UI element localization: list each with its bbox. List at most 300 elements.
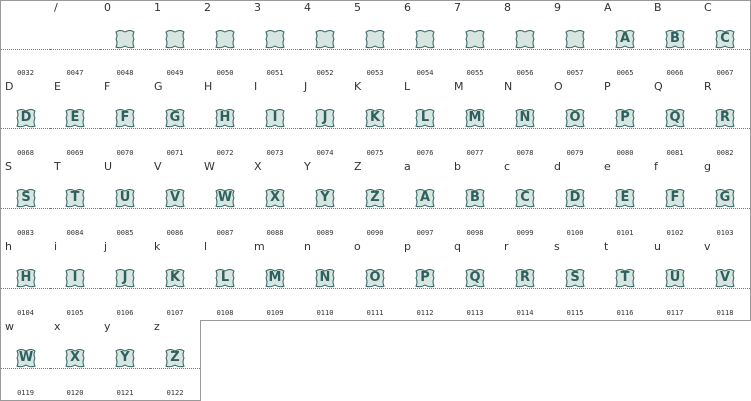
bow-frame-glyph xyxy=(513,107,537,129)
glyph-cell[interactable] xyxy=(700,160,751,241)
glyph-letter: W xyxy=(217,190,233,205)
bow-frame-glyph xyxy=(463,28,487,50)
character-label: j xyxy=(104,240,108,253)
bow-frame-glyph xyxy=(113,107,137,129)
character-label: 6 xyxy=(404,1,411,14)
code-point-label: 0108 xyxy=(216,309,234,317)
code-point-label: 0116 xyxy=(616,309,634,317)
character-label: 1 xyxy=(154,1,161,14)
glyph-letter: A xyxy=(419,190,431,205)
bow-frame-glyph xyxy=(14,107,38,129)
glyph-letter: J xyxy=(322,110,328,125)
bow-frame-glyph xyxy=(313,267,337,289)
code-point-label: 0102 xyxy=(666,229,684,237)
glyph-letter: T xyxy=(620,270,630,285)
code-point-label: 0098 xyxy=(466,229,484,237)
character-label: S xyxy=(5,160,12,173)
bow-frame-glyph xyxy=(463,107,487,129)
glyph-letter: U xyxy=(119,190,131,205)
glyph-letter: S xyxy=(570,270,580,285)
glyph-cell[interactable] xyxy=(400,240,451,321)
bow-frame-glyph xyxy=(363,107,387,129)
bow-frame-glyph xyxy=(313,187,337,209)
bow-frame-glyph xyxy=(363,187,387,209)
bow-frame-glyph xyxy=(63,347,87,369)
glyph-cell[interactable] xyxy=(350,0,401,81)
character-label: M xyxy=(454,80,464,93)
character-label: I xyxy=(254,80,258,93)
glyph-letter: P xyxy=(620,110,630,125)
glyph-letter: E xyxy=(620,190,630,205)
glyph-cell[interactable] xyxy=(0,320,51,401)
code-point-label: 0087 xyxy=(216,229,234,237)
glyph-letter: U xyxy=(669,270,681,285)
character-label: r xyxy=(504,240,509,253)
bow-frame-glyph xyxy=(213,187,237,209)
character-label: H xyxy=(204,80,213,93)
glyph-cell[interactable] xyxy=(550,0,601,81)
character-label: U xyxy=(104,160,113,173)
bow-frame-glyph xyxy=(563,28,587,50)
glyph-cell[interactable] xyxy=(550,160,601,241)
character-label: 3 xyxy=(254,1,261,14)
glyph-cell[interactable] xyxy=(100,0,151,81)
code-point-label: 0081 xyxy=(666,149,684,157)
glyph-cell[interactable] xyxy=(50,80,101,161)
glyph-cell[interactable] xyxy=(0,160,51,241)
glyph-cell[interactable] xyxy=(0,80,51,161)
glyph-cell[interactable] xyxy=(450,240,501,321)
character-label: u xyxy=(654,240,661,253)
code-point-label: 0070 xyxy=(116,149,134,157)
code-point-label: 0117 xyxy=(666,309,684,317)
glyph-cell[interactable] xyxy=(200,0,251,81)
glyph-cell[interactable] xyxy=(300,0,351,81)
code-point-label: 0066 xyxy=(666,69,684,77)
glyph-letter: V xyxy=(719,270,731,285)
glyph-letter: V xyxy=(169,190,181,205)
bow-frame-glyph xyxy=(663,187,687,209)
glyph-letter: Q xyxy=(469,270,481,285)
code-point-label: 0090 xyxy=(366,229,384,237)
code-point-label: 0055 xyxy=(466,69,484,77)
character-label: e xyxy=(604,160,611,173)
glyph-cell[interactable] xyxy=(200,240,251,321)
glyph-letter: Z xyxy=(170,350,180,365)
glyph-cell[interactable] xyxy=(50,0,101,81)
bow-frame-glyph xyxy=(613,187,637,209)
character-label: O xyxy=(554,80,563,93)
glyph-letter: H xyxy=(219,110,231,125)
glyph-letter: N xyxy=(519,110,531,125)
glyph-cell[interactable] xyxy=(500,80,551,161)
bow-frame-icon xyxy=(363,28,387,50)
character-label: X xyxy=(254,160,262,173)
code-point-label: 0054 xyxy=(416,69,434,77)
bow-frame-icon xyxy=(263,28,287,50)
glyph-cell[interactable] xyxy=(500,240,551,321)
glyph-letter: W xyxy=(18,350,34,365)
bow-frame-glyph xyxy=(163,267,187,289)
bow-frame-glyph xyxy=(513,267,537,289)
character-label: g xyxy=(704,160,711,173)
glyph-letter: O xyxy=(569,110,581,125)
bow-frame-glyph xyxy=(263,187,287,209)
code-point-label: 0079 xyxy=(566,149,584,157)
code-point-label: 0088 xyxy=(266,229,284,237)
character-label: 5 xyxy=(354,1,361,14)
glyph-cell[interactable] xyxy=(100,80,151,161)
glyph-cell[interactable] xyxy=(600,160,651,241)
bow-frame-glyph xyxy=(163,28,187,50)
code-point-label: 0105 xyxy=(66,309,84,317)
bow-frame-icon xyxy=(463,28,487,50)
code-point-label: 0071 xyxy=(166,149,184,157)
glyph-letter: B xyxy=(470,190,480,205)
character-label: Z xyxy=(354,160,362,173)
glyph-cell[interactable] xyxy=(550,80,601,161)
glyph-cell[interactable] xyxy=(250,240,301,321)
code-point-label: 0075 xyxy=(366,149,384,157)
glyph-letter: G xyxy=(719,190,731,205)
character-label: 0 xyxy=(104,1,111,14)
character-label: T xyxy=(54,160,61,173)
glyph-letter: L xyxy=(220,270,230,285)
bow-frame-icon xyxy=(163,28,187,50)
character-label: V xyxy=(154,160,162,173)
code-point-label: 0113 xyxy=(466,309,484,317)
bow-frame-glyph xyxy=(663,28,687,50)
bow-frame-glyph xyxy=(313,28,337,50)
character-label: Y xyxy=(304,160,311,173)
glyph-cell[interactable] xyxy=(250,160,301,241)
character-label: c xyxy=(504,160,511,173)
bow-frame-glyph xyxy=(563,267,587,289)
code-point-label: 0076 xyxy=(416,149,434,157)
character-label: J xyxy=(304,80,308,93)
code-point-label: 0057 xyxy=(566,69,584,77)
glyph-cell[interactable] xyxy=(0,240,51,321)
glyph-letter: X xyxy=(69,350,81,365)
code-point-label: 0078 xyxy=(516,149,534,157)
character-label: / xyxy=(54,1,58,14)
glyph-cell[interactable] xyxy=(650,80,701,161)
glyph-letter: Y xyxy=(320,190,330,205)
glyph-cell[interactable] xyxy=(200,160,251,241)
glyph-letter: G xyxy=(169,110,181,125)
glyph-letter: A xyxy=(619,31,631,46)
character-label: C xyxy=(704,1,712,14)
code-point-label: 0080 xyxy=(616,149,634,157)
bow-frame-glyph xyxy=(713,107,737,129)
character-label: n xyxy=(304,240,311,253)
glyph-cell[interactable] xyxy=(300,160,351,241)
glyph-cell[interactable] xyxy=(100,320,151,401)
bow-frame-glyph xyxy=(463,267,487,289)
glyph-cell[interactable] xyxy=(400,0,451,81)
bow-frame-glyph xyxy=(713,267,737,289)
glyph-letter: I xyxy=(72,270,78,285)
bow-frame-glyph xyxy=(63,267,87,289)
character-label: v xyxy=(704,240,711,253)
glyph-cell[interactable] xyxy=(400,80,451,161)
code-point-label: 0052 xyxy=(316,69,334,77)
code-point-label: 0065 xyxy=(616,69,634,77)
bow-frame-glyph xyxy=(14,347,38,369)
bow-frame-glyph xyxy=(213,267,237,289)
character-label: L xyxy=(404,80,411,93)
glyph-cell[interactable] xyxy=(650,0,701,81)
code-point-label: 0106 xyxy=(116,309,134,317)
bow-frame-icon xyxy=(113,28,137,50)
baseline-guide xyxy=(1,49,50,50)
bow-frame-glyph xyxy=(563,187,587,209)
glyph-letter: F xyxy=(120,110,130,125)
character-label: m xyxy=(254,240,265,253)
glyph-cell[interactable] xyxy=(600,0,651,81)
glyph-letter: H xyxy=(20,270,32,285)
glyph-cell[interactable] xyxy=(600,80,651,161)
code-point-label: 0047 xyxy=(66,69,84,77)
code-point-label: 0107 xyxy=(166,309,184,317)
bow-frame-glyph xyxy=(613,107,637,129)
glyph-cell[interactable] xyxy=(100,240,151,321)
glyph-letter: C xyxy=(720,31,730,46)
code-point-label: 0077 xyxy=(466,149,484,157)
bow-frame-glyph xyxy=(213,107,237,129)
glyph-cell[interactable] xyxy=(500,0,551,81)
glyph-letter: D xyxy=(20,110,32,125)
bow-frame-glyph xyxy=(713,28,737,50)
bow-frame-glyph xyxy=(113,187,137,209)
bow-frame-glyph xyxy=(263,107,287,129)
bow-frame-glyph xyxy=(14,187,38,209)
glyph-cell[interactable] xyxy=(700,80,751,161)
character-label: t xyxy=(604,240,609,253)
glyph-letter: P xyxy=(420,270,430,285)
code-point-label: 0120 xyxy=(66,389,84,397)
glyph-cell[interactable] xyxy=(300,80,351,161)
bow-frame-glyph xyxy=(263,28,287,50)
bow-frame-glyph xyxy=(563,107,587,129)
glyph-letter: R xyxy=(719,110,730,125)
glyph-cell[interactable] xyxy=(500,160,551,241)
glyph-cell[interactable] xyxy=(650,160,701,241)
character-label: h xyxy=(5,240,12,253)
character-label: l xyxy=(204,240,208,253)
glyph-cell[interactable] xyxy=(550,240,601,321)
glyph-letter: O xyxy=(369,270,381,285)
character-label: 4 xyxy=(304,1,311,14)
glyph-cell[interactable] xyxy=(0,0,51,81)
glyph-cell[interactable] xyxy=(250,0,301,81)
character-label: f xyxy=(654,160,658,173)
glyph-letter: D xyxy=(569,190,581,205)
bow-frame-glyph xyxy=(63,187,87,209)
bow-frame-glyph xyxy=(163,347,187,369)
code-point-label: 0032 xyxy=(17,69,34,77)
bow-frame-icon xyxy=(513,28,537,50)
glyph-cell[interactable] xyxy=(600,240,651,321)
glyph-letter: B xyxy=(670,31,680,46)
character-label: b xyxy=(454,160,461,173)
code-point-label: 0114 xyxy=(516,309,534,317)
glyph-letter: T xyxy=(70,190,80,205)
bow-frame-glyph xyxy=(663,107,687,129)
code-point-label: 0085 xyxy=(116,229,134,237)
glyph-cell[interactable] xyxy=(200,80,251,161)
bow-frame-glyph xyxy=(713,187,737,209)
glyph-cell[interactable] xyxy=(350,240,401,321)
code-point-label: 0115 xyxy=(566,309,584,317)
glyph-cell[interactable] xyxy=(50,160,101,241)
code-point-label: 0056 xyxy=(516,69,534,77)
character-label: y xyxy=(104,320,111,333)
bow-frame-glyph xyxy=(363,267,387,289)
character-label: A xyxy=(604,1,612,14)
glyph-cell[interactable] xyxy=(350,80,401,161)
bow-frame-glyph xyxy=(113,347,137,369)
character-label: a xyxy=(404,160,411,173)
bow-frame-glyph xyxy=(63,107,87,129)
bow-frame-glyph xyxy=(613,267,637,289)
character-label: R xyxy=(704,80,712,93)
character-label: w xyxy=(5,320,14,333)
code-point-label: 0110 xyxy=(316,309,334,317)
code-point-label: 0103 xyxy=(716,229,734,237)
glyph-cell[interactable] xyxy=(100,160,151,241)
code-point-label: 0100 xyxy=(566,229,584,237)
glyph-cell[interactable] xyxy=(150,160,201,241)
glyph-cell[interactable] xyxy=(450,160,501,241)
code-point-label: 0089 xyxy=(316,229,334,237)
glyph-cell[interactable] xyxy=(50,320,101,401)
code-point-label: 0074 xyxy=(316,149,334,157)
code-point-label: 0119 xyxy=(17,389,34,397)
bow-frame-glyph xyxy=(513,187,537,209)
code-point-label: 0099 xyxy=(516,229,534,237)
glyph-letter: M xyxy=(468,110,482,125)
code-point-label: 0050 xyxy=(216,69,234,77)
character-label: Q xyxy=(654,80,663,93)
code-point-label: 0082 xyxy=(716,149,734,157)
glyph-cell[interactable] xyxy=(150,0,201,81)
character-label: z xyxy=(154,320,160,333)
bow-frame-glyph xyxy=(463,187,487,209)
code-point-label: 0111 xyxy=(366,309,384,317)
glyph-letter: X xyxy=(269,190,281,205)
code-point-label: 0083 xyxy=(17,229,34,237)
code-point-label: 0097 xyxy=(416,229,434,237)
code-point-label: 0048 xyxy=(116,69,134,77)
glyph-cell[interactable] xyxy=(450,0,501,81)
bow-frame-glyph xyxy=(163,187,187,209)
bow-frame-glyph xyxy=(14,267,38,289)
glyph-cell[interactable] xyxy=(700,240,751,321)
glyph-cell[interactable] xyxy=(650,240,701,321)
glyph-cell[interactable] xyxy=(700,0,751,81)
character-label: B xyxy=(654,1,662,14)
glyph-letter: M xyxy=(268,270,282,285)
bow-frame-glyph xyxy=(413,187,437,209)
code-point-label: 0067 xyxy=(716,69,734,77)
character-label: p xyxy=(404,240,411,253)
character-label: W xyxy=(204,160,215,173)
glyph-cell[interactable] xyxy=(400,160,451,241)
character-label: P xyxy=(604,80,611,93)
character-label: 9 xyxy=(554,1,561,14)
glyph-cell[interactable] xyxy=(450,80,501,161)
code-point-label: 0049 xyxy=(166,69,184,77)
bow-frame-glyph xyxy=(213,28,237,50)
character-label: 8 xyxy=(504,1,511,14)
glyph-letter: L xyxy=(420,110,430,125)
bow-frame-glyph xyxy=(263,267,287,289)
character-label: D xyxy=(5,80,14,93)
glyph-letter: R xyxy=(519,270,530,285)
bow-frame-glyph xyxy=(413,267,437,289)
glyph-cell[interactable] xyxy=(150,320,201,401)
code-point-label: 0086 xyxy=(166,229,184,237)
code-point-label: 0104 xyxy=(17,309,34,317)
glyph-cell[interactable] xyxy=(50,240,101,321)
code-point-label: 0112 xyxy=(416,309,434,317)
glyph-cell[interactable] xyxy=(150,240,201,321)
code-point-label: 0051 xyxy=(266,69,284,77)
code-point-label: 0109 xyxy=(266,309,284,317)
code-point-label: 0118 xyxy=(716,309,734,317)
bow-frame-glyph xyxy=(313,107,337,129)
bow-frame-glyph xyxy=(663,267,687,289)
glyph-cell[interactable] xyxy=(350,160,401,241)
bow-frame-glyph xyxy=(113,28,137,50)
code-point-label: 0122 xyxy=(166,389,184,397)
glyph-letter: K xyxy=(369,110,381,125)
glyph-letter: J xyxy=(122,270,128,285)
character-label: s xyxy=(554,240,560,253)
glyph-letter: F xyxy=(670,190,680,205)
bow-frame-icon xyxy=(413,28,437,50)
character-label: o xyxy=(354,240,361,253)
glyph-letter: Y xyxy=(120,350,130,365)
character-label: x xyxy=(54,320,61,333)
bow-frame-icon xyxy=(213,28,237,50)
glyph-letter: Q xyxy=(669,110,681,125)
glyph-letter: S xyxy=(21,190,31,205)
bow-frame-glyph xyxy=(513,28,537,50)
character-label: q xyxy=(454,240,461,253)
code-point-label: 0053 xyxy=(366,69,384,77)
bow-frame-glyph xyxy=(413,28,437,50)
character-label: 2 xyxy=(204,1,211,14)
character-label: N xyxy=(504,80,513,93)
character-label: i xyxy=(54,240,58,253)
glyph-cell[interactable] xyxy=(250,80,301,161)
glyph-cell[interactable] xyxy=(150,80,201,161)
glyph-letter: E xyxy=(70,110,80,125)
baseline-guide xyxy=(50,49,100,50)
glyph-letter: K xyxy=(169,270,181,285)
glyph-letter: I xyxy=(272,110,278,125)
code-point-label: 0073 xyxy=(266,149,284,157)
glyph-cell[interactable] xyxy=(300,240,351,321)
bow-frame-glyph xyxy=(363,28,387,50)
code-point-label: 0068 xyxy=(17,149,34,157)
bow-frame-glyph xyxy=(413,107,437,129)
code-point-label: 0101 xyxy=(616,229,634,237)
character-label: E xyxy=(54,80,61,93)
bow-frame-icon xyxy=(563,28,587,50)
